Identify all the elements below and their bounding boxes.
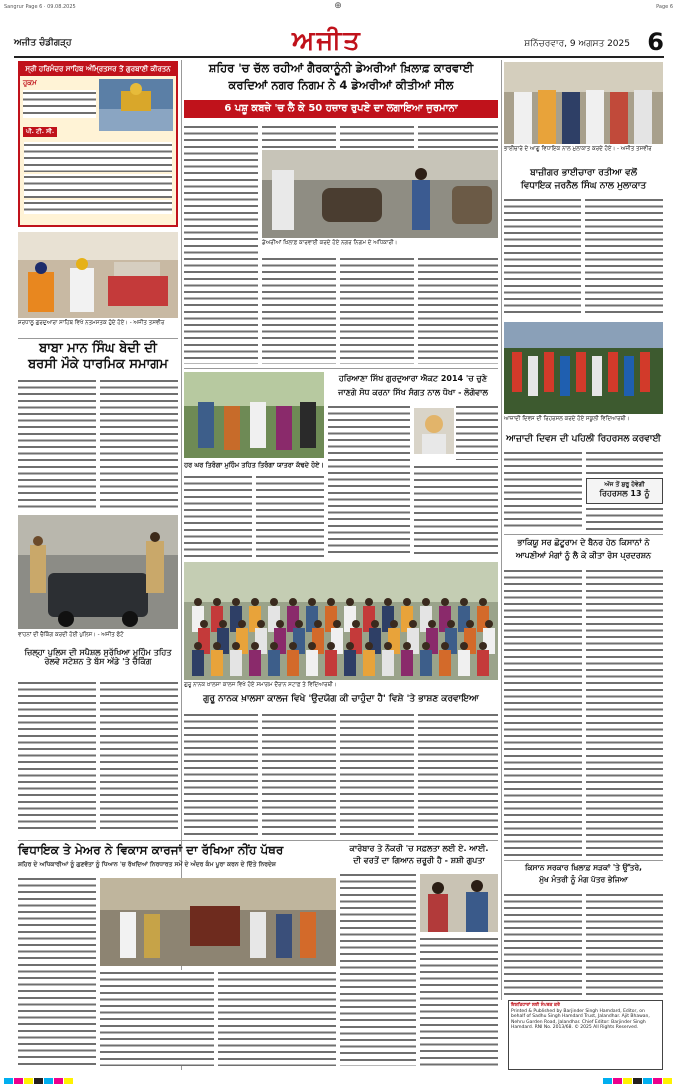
person-head (289, 642, 297, 650)
person-head (384, 598, 392, 606)
person-head (270, 642, 278, 650)
person-figure (344, 650, 356, 676)
person-head (327, 642, 335, 650)
lead-text (418, 124, 498, 148)
headline-baba-man-singh-1: ਬਾਬਾ ਮਾਨ ਸਿੰਘ ਬੇਦੀ ਦੀ (39, 341, 157, 356)
person-head (194, 598, 202, 606)
caption-police: ਵਾਹਨਾਂ ਦੀ ਚੈਕਿੰਗ ਕਰਦੀ ਹੋਈ ਪੁਲਿਸ। - ਅਜੀਤ ਫੋਟੋ (18, 632, 124, 638)
story-text (456, 404, 498, 460)
story-text (18, 680, 96, 830)
person-head (460, 642, 468, 650)
rehearsal-box-line-2: ਰਿਹਰਸਲ 13 ਨੂੰ (599, 489, 650, 498)
lead-subhead: 6 ਪਸ਼ੂ ਕਬਜ਼ੇ 'ਚ ਲੈ ਕੇ 50 ਹਜ਼ਾਰ ਰੁਪਏ ਦਾ ਲਗਾਇਆ ਜੁਰਮਾਨਾ (184, 100, 498, 118)
headline-farmers-protest-2: ਆਪਣੀਆਂ ਮੰਗਾਂ ਨੂੰ ਲੈ ਕੇ ਕੀਤਾ ਰੋਸ ਪ੍ਰਦਰਸ਼ਨ (515, 551, 652, 560)
person-head (289, 598, 297, 606)
lead-text (262, 124, 336, 148)
person-head (194, 642, 202, 650)
person-head (441, 642, 449, 650)
registration-strip (4, 1078, 673, 1088)
caption-tiranga: ਹਰ ਘਰ ਤਿਰੰਗਾ ਮੁਹਿੰਮ ਤਹਿਤ ਤਿਰੰਗਾ ਯਾਤਰਾ ਕੱਢਦੇ ਹੋਏ। (184, 461, 324, 469)
subhead-mayor: ਸ਼ਹਿਰ ਦੇ ਅਧਿਕਾਰੀਆਂ ਨੂੰ ਗੁਣਵੱਤਾ ਨੂੰ ਧਿਆਨ 'ਚ ਰੱਖਦਿਆਂ ਨਿਰਧਾਰਤ ਸਮੇਂ ਦੇ ਅੰਦਰ ਕੰਮ ਪੂਰਾ ਕਰਨ ਦੇ ਦਿੱਤੇ ਨਿਰਦੇਸ਼ (18, 861, 276, 868)
headline-college: ਗੁਰੂ ਨਾਨਕ ਖ਼ਾਲਸਾ ਕਾਲਜ ਵਿਖੇ 'ਉਦਯੋਗ ਕੀ ਚਾਹੁੰਦਾ ਹੈ' ਵਿਸ਼ੇ 'ਤੇ ਭਾਸ਼ਣ ਕਰਵਾਇਆ (203, 694, 479, 704)
divider (18, 338, 178, 339)
story-text (504, 892, 582, 996)
person-head (479, 598, 487, 606)
headline-bazigar-2: ਵਿਧਾਇਕ ਜਰਨੈਲ ਸਿੰਘ ਨਾਲ ਮੁਲਾਕਾਤ (520, 181, 647, 191)
college-group-photo (184, 562, 498, 680)
story-text (504, 450, 582, 530)
headline-farmers-protest-1: ਭਾਕਿਯੂ ਸਰ ਛੋਟੂਰਾਮ ਦੇ ਬੈਨਰ ਹੇਠ ਕਿਸਾਨਾਂ ਨੇ (517, 538, 650, 547)
person-figure (325, 650, 337, 676)
headline-baba-man-singh-2: ਬਰਸੀ ਮੌਕੇ ਧਾਰਮਿਕ ਸਮਾਗਮ (28, 357, 168, 372)
speaker-photo (420, 874, 498, 932)
person-head (327, 598, 335, 606)
story-text (586, 506, 663, 530)
person-figure (249, 650, 261, 676)
person-head (365, 642, 373, 650)
ad-sub: ਹੁਕਮ (23, 79, 37, 87)
person-head (466, 620, 474, 628)
ad-badge: ਪੀ. ਟੀ. ਸੀ. (23, 127, 57, 137)
imprint-text: Printed & Published by Barjinder Singh Hamdard, Editor, on behalf of Sadhu Singh Hamdard Trust, Jalandhar. Ajit Bhawan, Nehru Garden Road, Jalandhar. Chief Editor: Barjinder Singh Hamdard. RNI No. 2013/68. © 2025 All Rights Reserved. (511, 1008, 650, 1031)
lead-headline-2: ਕਰਦਿਆਂ ਨਗਰ ਨਿਗਮ ਨੇ 4 ਡੇਅਰੀਆਂ ਕੀਤੀਆਂ ਸੀਲ (228, 78, 454, 92)
lead-text (340, 256, 414, 364)
story-text (420, 936, 498, 1066)
story-text (586, 568, 663, 856)
story-text (100, 970, 214, 1066)
headline-farmers-road-1: ਕਿਸਾਨ ਸਰਕਾਰ ਖ਼ਿਲਾਫ਼ ਸੜਕਾਂ 'ਤੇ ਉੱਤਰੇ, (525, 863, 642, 872)
person-head (441, 598, 449, 606)
person-figure (211, 650, 223, 676)
registration-color-bar (633, 1078, 642, 1084)
divider (504, 860, 663, 861)
person-figure (287, 650, 299, 676)
ad-schedule-3 (24, 200, 172, 214)
caption-gurdwara: ਸ਼ਰਧਾਲੂ ਗੁਰਦੁਆਰਾ ਸਾਹਿਬ ਵਿਖੇ ਨਤਮਸਤਕ ਹੁੰਦੇ ਹੋਏ। - ਅਜੀਤ ਤਸਵੀਰ (18, 320, 165, 326)
rehearsal-photo (504, 322, 663, 414)
foundation-stone-photo (100, 878, 336, 966)
person-head (365, 598, 373, 606)
story-text (18, 876, 96, 1066)
headline-ai-2: ਦੀ ਵਰਤੋਂ ਦਾ ਗਿਆਨ ਜ਼ਰੂਰੀ ਹੈ - ਸ਼ਸ਼ੀ ਗੁਪਤਾ (353, 856, 485, 865)
person-head (422, 642, 430, 650)
headline-haryana: ਹਰਿਆਣਾ ਸਿੱਖ ਗੁਰਦੁਆਰਾ ਐਕਟ 2014 'ਚ ਚੁਣੇ (338, 374, 488, 383)
person-head (384, 642, 392, 650)
person-head (390, 620, 398, 628)
person-head (403, 598, 411, 606)
page-header (14, 26, 664, 58)
color-bars-left (4, 1078, 74, 1088)
person-figure (306, 650, 318, 676)
person-head (232, 598, 240, 606)
story-text (340, 872, 416, 1066)
person-figure (477, 650, 489, 676)
person-head (251, 598, 259, 606)
registration-color-bar (44, 1078, 53, 1084)
person-head (422, 598, 430, 606)
headline-bazigar-1: ਬਾਜ਼ੀਗਰ ਭਾਈਚਾਰਾ ਰਤੀਆ ਵਲੋਂ (530, 168, 637, 178)
person-head (460, 598, 468, 606)
rehearsal-box (586, 478, 663, 504)
print-info-right: Page 6 (656, 4, 673, 10)
person-head (371, 620, 379, 628)
story-text (100, 680, 178, 830)
tiranga-yatra-photo (184, 372, 324, 458)
registration-color-bar (663, 1078, 672, 1084)
person-figure (382, 650, 394, 676)
ad-text (23, 90, 96, 118)
subhead-haryana: ਜਾਣਗੇ ਸੋਧ ਕਰਨਾ ਸਿੱਖ ਸੰਗਤ ਨਾਲ ਧੋਖਾ - ਲੋਗੋਵਾਲ (338, 388, 488, 397)
print-info-left: Sangrur Page 6 · 09.08.2025 (4, 4, 76, 10)
person-head (270, 598, 278, 606)
ad-title: ਸ੍ਰੀ ਹਰਿਮੰਦਰ ਸਾਹਿਬ ਅੰਮ੍ਰਿਤਸਰ ਤੋਂ ਗੁਰਬਾਣੀ ਕੀਰਤਨ (20, 63, 176, 76)
imprint-box (508, 1000, 663, 1070)
person-head (346, 642, 354, 650)
caption-dairy: ਡੇਅਰੀਆਂ ਖ਼ਿਲਾਫ਼ ਕਾਰਵਾਈ ਕਰਦੇ ਹੋਏ ਨਗਰ ਨਿਗਮ ਦੇ ਅਧਿਕਾਰੀ। (262, 240, 398, 246)
person-figure (401, 650, 413, 676)
page-number: 6 (647, 28, 664, 56)
story-text (504, 568, 582, 856)
story-text (340, 712, 414, 836)
headline-rehearsal: ਆਜ਼ਾਦੀ ਦਿਵਸ ਦੀ ਪਹਿਲੀ ਰਿਹਰਸਲ ਕਰਵਾਈ (506, 434, 661, 444)
story-text (184, 712, 258, 836)
person-head (308, 642, 316, 650)
person-head (333, 620, 341, 628)
lead-headline-1: ਸ਼ਹਿਰ 'ਚ ਚੱਲ ਰਹੀਆਂ ਗੈਰਕਾਨੂੰਨੀ ਡੇਅਰੀਆਂ ਖ਼ਿਲਾਫ਼ ਕਾਰਵਾਈ (208, 61, 474, 75)
story-text (585, 197, 663, 317)
story-text (328, 404, 410, 558)
headline-police-checking: ਜ਼ਿਲ੍ਹਾ ਪੁਲਿਸ ਦੀ ਸਪੈਸ਼ਲ ਸੁਰੱਖਿਆ ਮੁਹਿੰਮ ਤਹਿਤ ਰੇਲਵੇ ਸਟੇਸ਼ਨ ਤੇ ਬੱਸ ਅੱਡੇ 'ਤੇ ਚੈਕਿੰਗ (24, 648, 172, 667)
story-text (504, 197, 581, 317)
person-head (251, 642, 259, 650)
person-head (447, 620, 455, 628)
divider (18, 840, 498, 841)
ad-schedule-2 (24, 174, 172, 198)
person-figure (458, 650, 470, 676)
story-text (418, 712, 498, 836)
person-head (200, 620, 208, 628)
registration-color-bar (24, 1078, 33, 1084)
dairy-action-photo (262, 150, 498, 238)
portrait-photo (414, 408, 454, 454)
person-figure (420, 650, 432, 676)
person-head (485, 620, 493, 628)
color-bars-right (603, 1078, 673, 1088)
police-checking-photo (18, 515, 178, 629)
bazigar-meeting-photo (504, 62, 663, 144)
headline-farmers-road-2: ਮੁੱਖ ਮੰਤਰੀ ਨੂੰ ਮੰਗ ਪੱਤਰ ਭੇਜਿਆ (539, 875, 628, 884)
imprint-ads: ਇਸ਼ਤਿਹਾਰਾਂ ਲਈ ਸੰਪਰਕ ਕਰੋ (511, 1003, 560, 1008)
masthead-logo: ਅਜੀਤ (292, 26, 362, 56)
registration-color-bar (14, 1078, 23, 1084)
person-head (428, 620, 436, 628)
person-head (232, 642, 240, 650)
lead-text (262, 256, 336, 364)
registration-color-bar (653, 1078, 662, 1084)
column-rule (501, 60, 502, 1000)
lead-text (184, 124, 258, 364)
story-text (262, 712, 336, 836)
lead-text (418, 256, 498, 364)
story-text (184, 474, 252, 558)
person-figure (192, 650, 204, 676)
story-text (256, 474, 324, 558)
person-head (479, 642, 487, 650)
person-head (352, 620, 360, 628)
registration-cross-icon: ⊕ (334, 1, 342, 11)
caption-college: ਗੁਰੂ ਨਾਨਕ ਖ਼ਾਲਸਾ ਕਾਲਜ ਵਿਖੇ ਹੋਏ ਸਮਾਗਮ ਦੌਰਾਨ ਸਟਾਫ਼ ਤੇ ਵਿਦਿਆਰਥੀ। (184, 682, 337, 688)
edition-label: ਅਜੀਤ ਚੰਡੀਗੜ੍ਹ (14, 38, 72, 48)
person-figure (268, 650, 280, 676)
person-figure (439, 650, 451, 676)
gurbani-ad (18, 61, 178, 227)
person-head (409, 620, 417, 628)
person-head (213, 598, 221, 606)
person-head (295, 620, 303, 628)
story-text (586, 892, 663, 996)
ad-schedule (24, 142, 172, 172)
registration-color-bar (613, 1078, 622, 1084)
registration-color-bar (4, 1078, 13, 1084)
person-figure (230, 650, 242, 676)
story-text (586, 450, 663, 476)
person-figure (363, 650, 375, 676)
gurdwara-photo (18, 232, 178, 318)
issue-date: ਸ਼ਨਿੱਚਰਵਾਰ, 9 ਅਗਸਤ 2025 (524, 39, 630, 49)
registration-color-bar (643, 1078, 652, 1084)
person-head (308, 598, 316, 606)
registration-color-bar (64, 1078, 73, 1084)
registration-color-bar (623, 1078, 632, 1084)
divider (504, 534, 663, 535)
golden-temple-photo (99, 79, 173, 131)
divider (184, 368, 498, 369)
headline-mayor: ਵਿਧਾਇਕ ਤੇ ਮੇਅਰ ਨੇ ਵਿਕਾਸ ਕਾਰਜਾਂ ਦਾ ਰੱਖਿਆ ਨੀਂਹ ਪੱਥਰ (18, 843, 284, 857)
person-head (238, 620, 246, 628)
person-head (276, 620, 284, 628)
person-head (213, 642, 221, 650)
lead-text (340, 124, 414, 148)
caption-bazigar: ਭਾਈਚਾਰੇ ਦੇ ਆਗੂ ਵਿਧਾਇਕ ਨਾਲ ਮੁਲਾਕਾਤ ਕਰਦੇ ਹੋਏ। - ਅਜੀਤ ਤਸਵੀਰ (504, 146, 652, 152)
person-head (346, 598, 354, 606)
story-text (18, 378, 96, 508)
story-text (414, 464, 498, 558)
headline-ai-1: ਕਾਰੋਬਾਰ ਤੇ ਨੌਕਰੀ 'ਚ ਸਫ਼ਲਤਾ ਲਈ ਏ. ਆਈ. (349, 844, 489, 853)
person-head (257, 620, 265, 628)
caption-rehearsal: ਆਜ਼ਾਦੀ ਦਿਵਸ ਦੀ ਰਿਹਰਸਲ ਕਰਦੇ ਹੋਏ ਸਕੂਲੀ ਵਿਦਿਆਰਥੀ। (504, 416, 630, 422)
person-head (403, 642, 411, 650)
person-head (314, 620, 322, 628)
registration-color-bar (603, 1078, 612, 1084)
rehearsal-box-line-1: ਅੱਜ ਤੋਂ ਸ਼ੁਰੂ ਹੋਵੇਗੀ (604, 481, 645, 488)
person-head (219, 620, 227, 628)
registration-color-bar (34, 1078, 43, 1084)
story-text (100, 378, 178, 508)
registration-color-bar (54, 1078, 63, 1084)
story-text (218, 970, 336, 1066)
